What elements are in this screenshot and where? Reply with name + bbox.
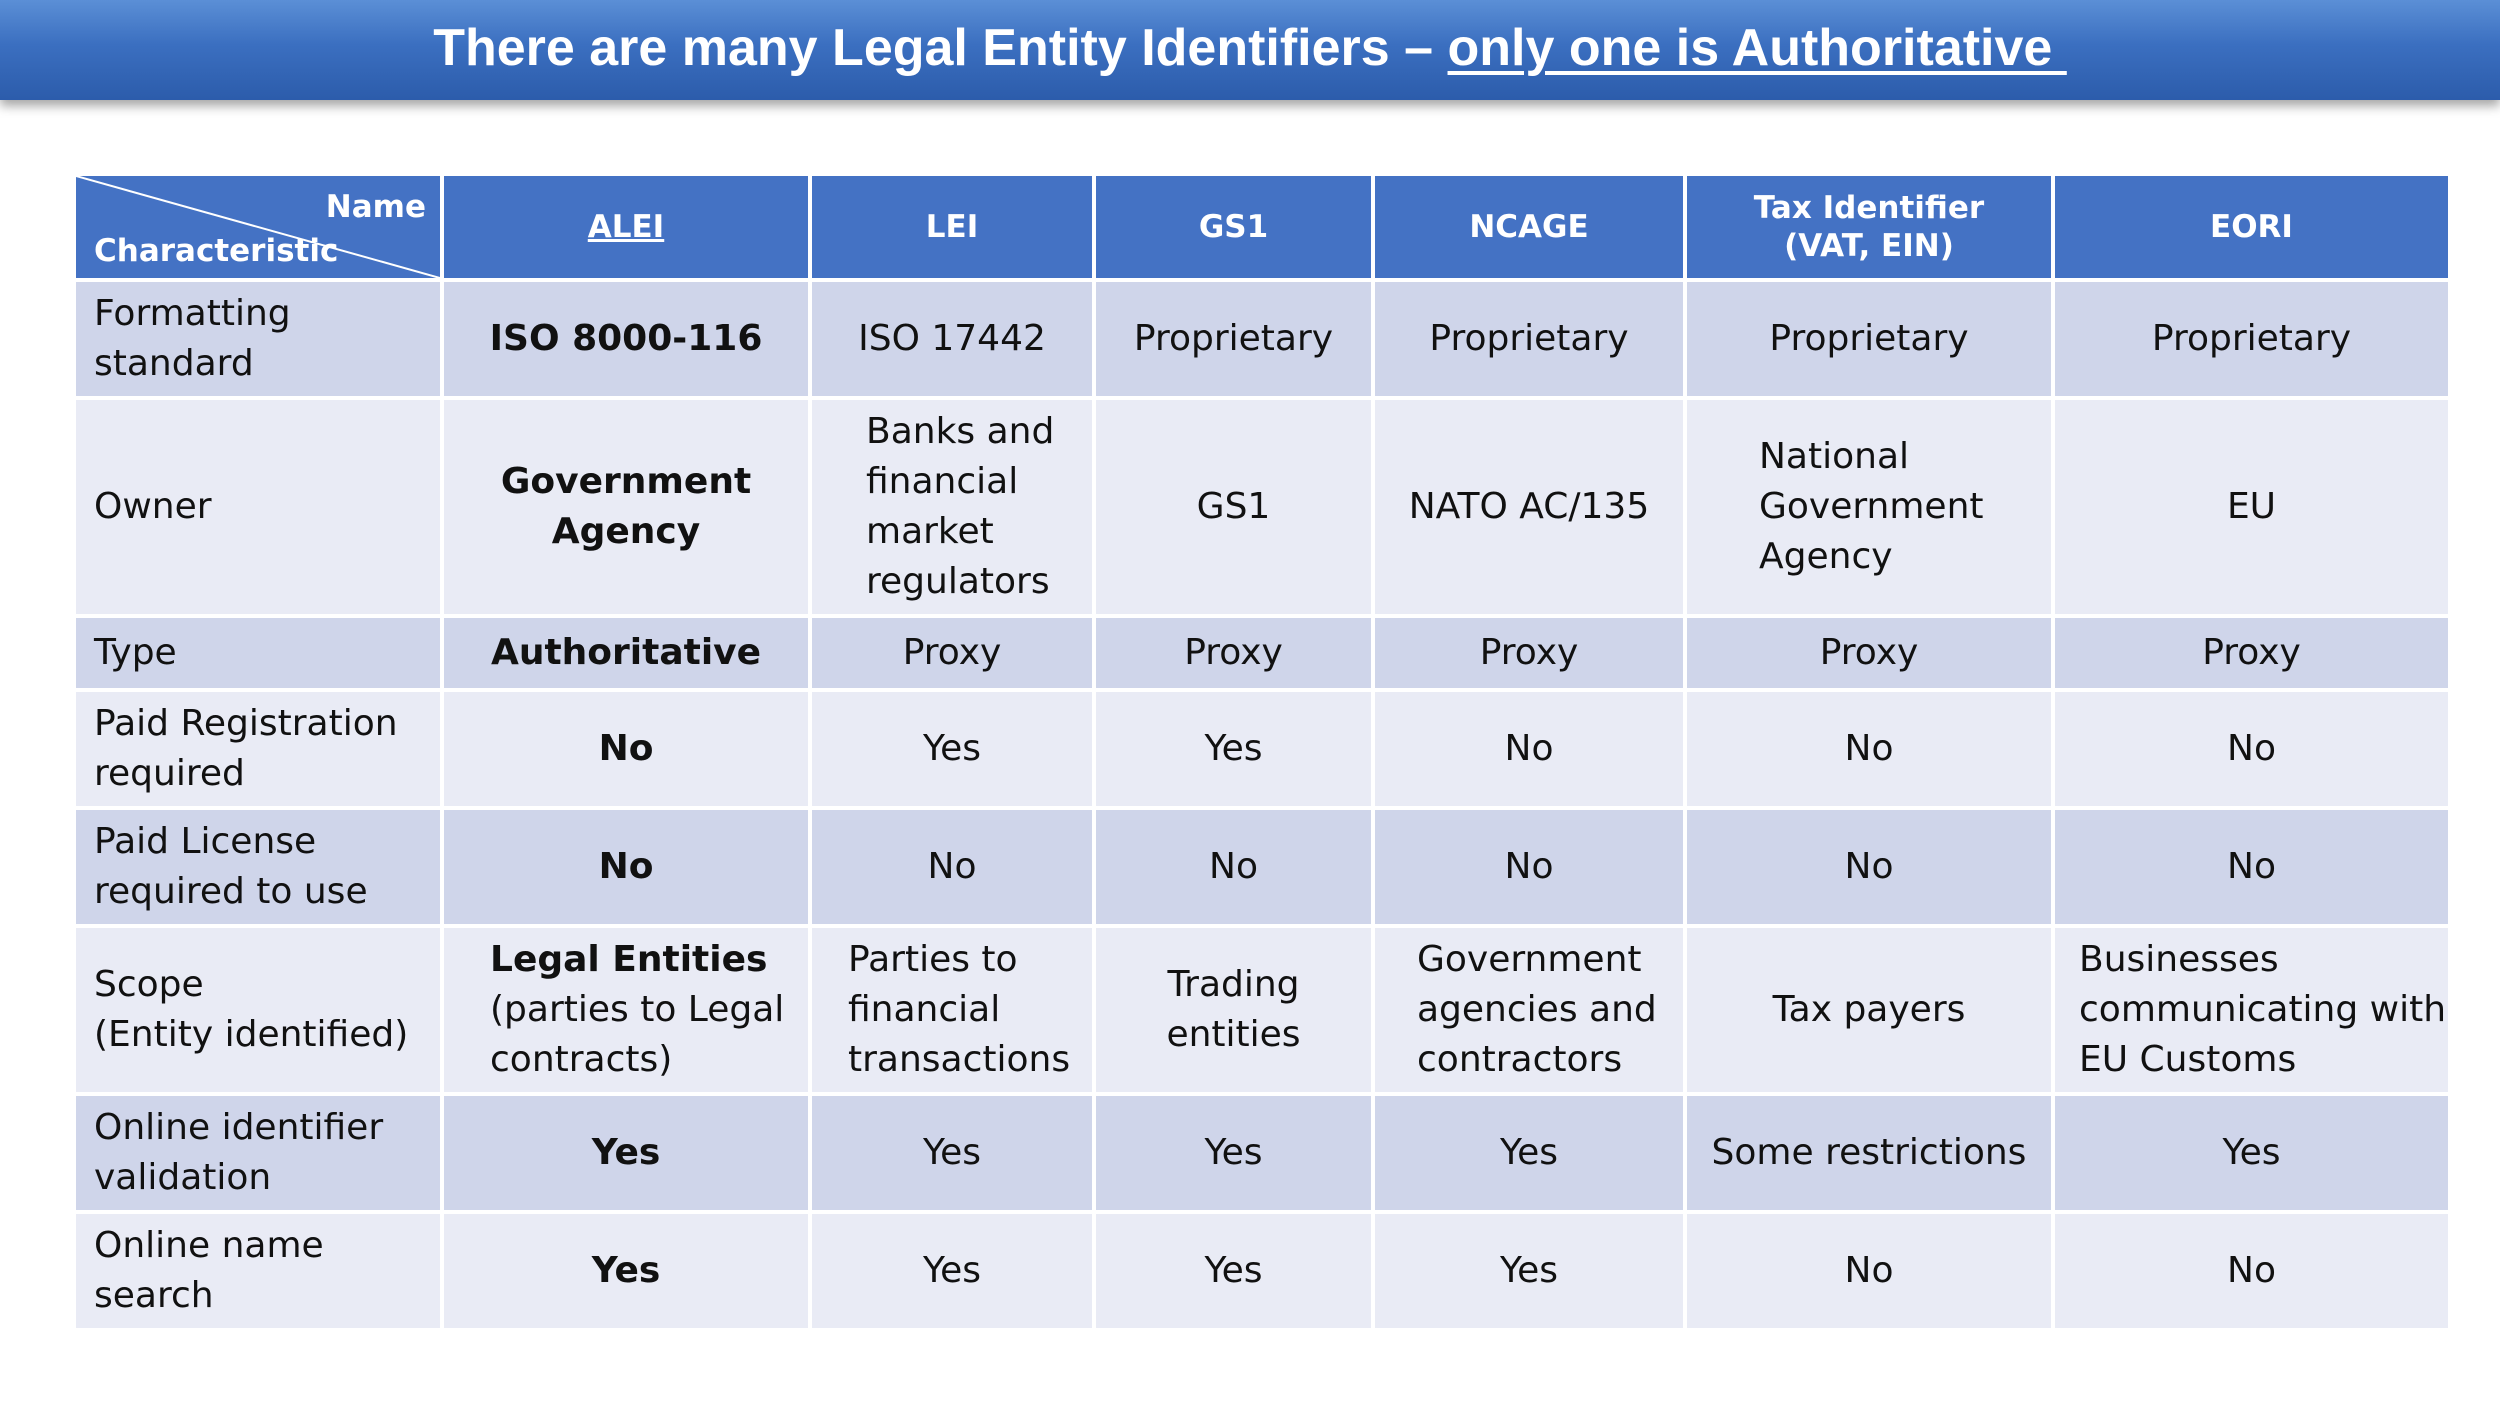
row-label-scope: Scope (Entity identified) [76,928,440,1092]
title-main: There are many Legal Entity Identifiers – [433,19,1448,77]
cell-alei-owner: Government Agency [444,400,808,614]
cell-eori-paid-registration: No [2055,692,2448,806]
cell-ncage-scope: Government agencies and contractors [1375,928,1683,1092]
header-row [76,176,2448,278]
cell-alei-paid-license: No [444,810,808,924]
cell-tax-online-name-search: No [1687,1214,2051,1328]
tax-header-line-1: Tax Identifier [1753,190,1985,226]
corner-name-label: Name [325,189,426,225]
cell-ncage-owner: NATO AC/135 [1375,400,1683,614]
row-label-online-name-search: Online name search [76,1214,440,1328]
row-label-owner: Owner [76,400,440,614]
table-row-type [76,618,2448,688]
cell-alei-paid-registration: No [444,692,808,806]
row-label-paid-license: Paid License required to use [76,810,440,924]
cell-lei-scope: Parties to financial transactions [812,928,1092,1092]
cell-alei-formatting: ISO 8000-116 [444,282,808,396]
row-label-paid-registration: Paid Registration required [76,692,440,806]
cell-alei-scope: Legal Entities (parties to Legal contracts) [444,928,808,1092]
cell-gs1-formatting: Proprietary [1096,282,1371,396]
column-header-eori: EORI [2055,176,2448,278]
cell-gs1-online-validation: Yes [1096,1096,1371,1210]
cell-gs1-paid-registration: Yes [1096,692,1371,806]
cell-ncage-online-validation: Yes [1375,1096,1683,1210]
cell-alei-online-name-search: Yes [444,1214,808,1328]
cell-tax-scope: Tax payers [1687,928,2051,1092]
column-header-ncage: NCAGE [1375,176,1683,278]
cell-lei-online-validation: Yes [812,1096,1092,1210]
table-row-formatting-standard [76,282,2448,396]
cell-alei-type: Authoritative [444,618,808,688]
alei-link[interactable]: ALEI [587,209,665,245]
cell-lei-type: Proxy [812,618,1092,688]
cell-tax-paid-license: No [1687,810,2051,924]
cell-eori-scope: Businesses communicating with EU Customs [2055,928,2448,1092]
cell-ncage-type: Proxy [1375,618,1683,688]
column-header-tax-identifier [1687,176,2051,278]
cell-tax-online-validation: Some restrictions [1687,1096,2051,1210]
cell-eori-online-validation: Yes [2055,1096,2448,1210]
table-row-online-name-search [76,1214,2448,1328]
cell-tax-owner: National Government Agency [1687,400,2051,614]
cell-tax-formatting: Proprietary [1687,282,2051,396]
cell-eori-online-name-search: No [2055,1214,2448,1328]
cell-tax-paid-registration: No [1687,692,2051,806]
cell-gs1-type: Proxy [1096,618,1371,688]
cell-lei-formatting: ISO 17442 [812,282,1092,396]
cell-tax-type: Proxy [1687,618,2051,688]
cell-gs1-owner: GS1 [1096,400,1371,614]
column-header-gs1: GS1 [1096,176,1371,278]
cell-ncage-paid-registration: No [1375,692,1683,806]
cell-gs1-scope: Trading entities [1096,928,1371,1092]
table-row-scope [76,928,2448,1092]
slide-title [0,0,2500,100]
tax-header-line-2: (VAT, EIN) [1784,228,1954,264]
cell-alei-online-validation: Yes [444,1096,808,1210]
cell-eori-owner: EU [2055,400,2448,614]
cell-lei-paid-license: No [812,810,1092,924]
table-row-owner [76,400,2448,614]
cell-gs1-paid-license: No [1096,810,1371,924]
row-label-formatting-standard: Formatting standard [76,282,440,396]
cell-eori-formatting: Proprietary [2055,282,2448,396]
cell-lei-paid-registration: Yes [812,692,1092,806]
row-label-online-validation: Online identifier validation [76,1096,440,1210]
cell-eori-paid-license: No [2055,810,2448,924]
table-row-paid-registration [76,692,2448,806]
corner-characteristic-label: Characteristic [94,233,339,269]
cell-gs1-online-name-search: Yes [1096,1214,1371,1328]
identifier-comparison-table [72,172,2452,1332]
corner-header-cell [76,176,440,278]
cell-lei-online-name-search: Yes [812,1214,1092,1328]
cell-ncage-online-name-search: Yes [1375,1214,1683,1328]
column-header-lei: LEI [812,176,1092,278]
table-row-online-validation [76,1096,2448,1210]
table-row-paid-license [76,810,2448,924]
cell-lei-owner: Banks and financial market regulators [812,400,1092,614]
cell-ncage-paid-license: No [1375,810,1683,924]
cell-ncage-formatting: Proprietary [1375,282,1683,396]
row-label-type: Type [76,618,440,688]
column-header-alei[interactable] [444,176,808,278]
title-emphasis: only one is Authoritative [1447,19,2067,77]
cell-eori-type: Proxy [2055,618,2448,688]
